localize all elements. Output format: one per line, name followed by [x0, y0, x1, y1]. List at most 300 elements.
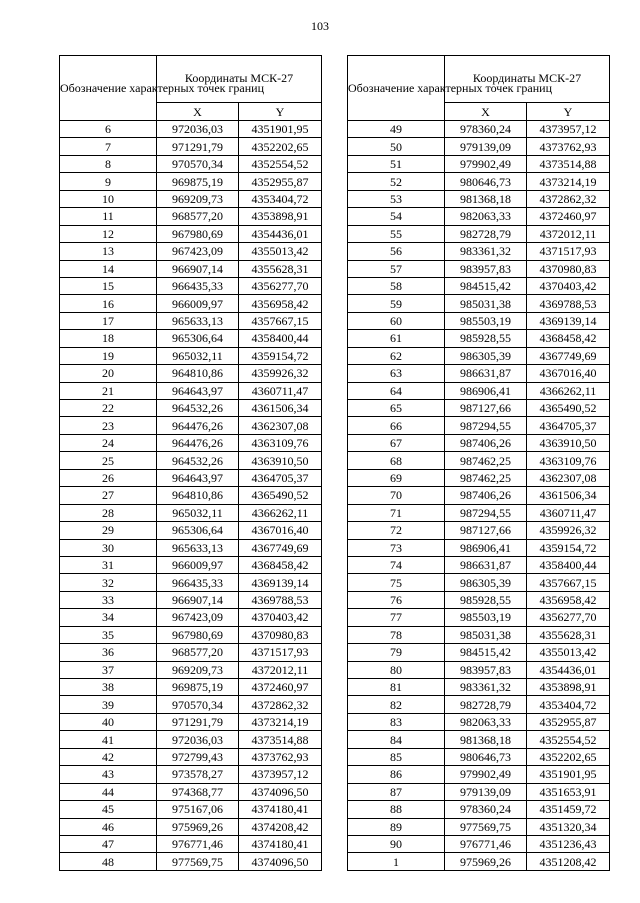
y-coordinate-cell: 4358400,44 [239, 330, 322, 347]
point-number-cell: 58 [348, 277, 445, 294]
x-coordinate-cell: 975969,26 [157, 818, 239, 835]
x-coordinate-cell: 979139,09 [445, 783, 527, 800]
y-coordinate-cell: 4373957,12 [527, 121, 610, 138]
x-coordinate-cell: 986631,87 [445, 365, 527, 382]
table-row [60, 574, 322, 591]
y-coordinate-cell: 4359154,72 [527, 539, 610, 556]
y-coordinate-cell: 4373514,88 [239, 731, 322, 748]
point-number-cell: 73 [348, 539, 445, 556]
y-coordinate-cell: 4374096,50 [239, 853, 322, 870]
y-coordinate-cell: 4355628,31 [527, 626, 610, 643]
point-number-cell: 15 [60, 277, 157, 294]
point-number-cell: 69 [348, 469, 445, 486]
point-number-cell: 42 [60, 748, 157, 765]
table-row [60, 312, 322, 329]
table-row [348, 591, 610, 608]
y-coordinate-cell: 4371517,93 [239, 644, 322, 661]
point-number-cell: 1 [348, 853, 445, 870]
y-coordinate-cell: 4351901,95 [527, 766, 610, 783]
x-coordinate-cell: 969875,19 [157, 679, 239, 696]
point-number-cell: 66 [348, 417, 445, 434]
y-coordinate-cell: 4360711,47 [527, 504, 610, 521]
table-row [348, 138, 610, 155]
point-number-cell: 33 [60, 591, 157, 608]
point-number-cell: 38 [60, 679, 157, 696]
x-coordinate-cell: 972799,43 [157, 748, 239, 765]
y-coordinate-cell: 4363109,76 [239, 434, 322, 451]
y-coordinate-cell: 4351459,72 [527, 801, 610, 818]
y-coordinate-cell: 4373762,93 [527, 138, 610, 155]
y-coordinate-cell: 4353404,72 [239, 190, 322, 207]
y-coordinate-cell: 4354436,01 [239, 225, 322, 242]
table-row [60, 330, 322, 347]
x-coordinate-cell: 978360,24 [445, 801, 527, 818]
table-row [348, 173, 610, 190]
point-number-cell: 90 [348, 835, 445, 852]
table-row [348, 713, 610, 730]
point-number-cell: 61 [348, 330, 445, 347]
x-coordinate-cell: 987406,26 [445, 487, 527, 504]
table-row [348, 487, 610, 504]
table-row [60, 696, 322, 713]
y-coordinate-cell: 4369788,53 [527, 295, 610, 312]
y-coordinate-cell: 4373957,12 [239, 766, 322, 783]
x-coordinate-cell: 964643,97 [157, 469, 239, 486]
point-number-cell: 59 [348, 295, 445, 312]
point-number-cell: 70 [348, 487, 445, 504]
x-coordinate-cell: 982728,79 [445, 225, 527, 242]
table-row [348, 260, 610, 277]
x-coordinate-cell: 965032,11 [157, 347, 239, 364]
table-row [60, 748, 322, 765]
x-coordinate-cell: 976771,46 [445, 835, 527, 852]
y-coordinate-cell: 4355628,31 [239, 260, 322, 277]
point-number-cell: 28 [60, 504, 157, 521]
point-number-cell: 76 [348, 591, 445, 608]
y-coordinate-cell: 4356277,70 [527, 609, 610, 626]
x-coordinate-cell: 987294,55 [445, 417, 527, 434]
table-row [348, 155, 610, 172]
y-coordinate-cell: 4366262,11 [527, 382, 610, 399]
point-number-cell: 62 [348, 347, 445, 364]
table-row [348, 365, 610, 382]
table-row [60, 452, 322, 469]
point-number-cell: 49 [348, 121, 445, 138]
point-number-cell: 18 [60, 330, 157, 347]
y-coordinate-cell: 4373762,93 [239, 748, 322, 765]
y-coordinate-cell: 4367749,69 [239, 539, 322, 556]
y-coordinate-cell: 4352554,52 [527, 731, 610, 748]
table-row [60, 766, 322, 783]
point-number-cell: 56 [348, 243, 445, 260]
x-coordinate-cell: 971291,79 [157, 713, 239, 730]
x-coordinate-cell: 964643,97 [157, 382, 239, 399]
y-coordinate-cell: 4351653,91 [527, 783, 610, 800]
y-coordinate-cell: 4374208,42 [239, 818, 322, 835]
point-number-cell: 31 [60, 556, 157, 573]
coordinates-header: Координаты МСК-27 [157, 56, 322, 103]
x-coordinate-cell: 985503,19 [445, 609, 527, 626]
y-coordinate-cell: 4356958,42 [527, 591, 610, 608]
table-row [348, 417, 610, 434]
point-number-cell: 81 [348, 679, 445, 696]
y-coordinate-cell: 4367749,69 [527, 347, 610, 364]
point-number-cell: 86 [348, 766, 445, 783]
x-coordinate-cell: 972036,03 [157, 731, 239, 748]
x-coordinate-cell: 964476,26 [157, 434, 239, 451]
x-coordinate-cell: 987406,26 [445, 434, 527, 451]
point-number-cell: 89 [348, 818, 445, 835]
table-row [60, 121, 322, 138]
designation-header: Обозначение характерных точек границ [60, 56, 157, 121]
point-number-cell: 60 [348, 312, 445, 329]
y-coordinate-cell: 4356958,42 [239, 295, 322, 312]
x-coordinate-cell: 965633,13 [157, 539, 239, 556]
point-number-cell: 83 [348, 713, 445, 730]
y-coordinate-cell: 4374096,50 [239, 783, 322, 800]
x-coordinate-cell: 986906,41 [445, 539, 527, 556]
table-row [60, 469, 322, 486]
table-row [60, 365, 322, 382]
table-row [60, 801, 322, 818]
y-coordinate-cell: 4353404,72 [527, 696, 610, 713]
table-row [60, 853, 322, 870]
x-coordinate-cell: 975969,26 [445, 853, 527, 870]
point-number-cell: 35 [60, 626, 157, 643]
table-row [348, 225, 610, 242]
y-coordinate-cell: 4355013,42 [527, 644, 610, 661]
point-number-cell: 11 [60, 208, 157, 225]
y-coordinate-cell: 4363910,50 [527, 434, 610, 451]
point-number-cell: 25 [60, 452, 157, 469]
y-coordinate-cell: 4351320,34 [527, 818, 610, 835]
x-coordinate-cell: 982063,33 [445, 713, 527, 730]
y-coordinate-cell: 4367016,40 [527, 365, 610, 382]
point-number-cell: 13 [60, 243, 157, 260]
point-number-cell: 52 [348, 173, 445, 190]
x-coordinate-cell: 982728,79 [445, 696, 527, 713]
table-row [348, 190, 610, 207]
y-coordinate-cell: 4359154,72 [239, 347, 322, 364]
y-coordinate-cell: 4374180,41 [239, 835, 322, 852]
x-coordinate-cell: 964532,26 [157, 400, 239, 417]
point-number-cell: 22 [60, 400, 157, 417]
x-coordinate-cell: 965032,11 [157, 504, 239, 521]
table-row [348, 626, 610, 643]
table-row [348, 243, 610, 260]
point-number-cell: 44 [60, 783, 157, 800]
x-coordinate-cell: 985031,38 [445, 295, 527, 312]
x-coordinate-cell: 973578,27 [157, 766, 239, 783]
y-coordinate-cell: 4370980,83 [239, 626, 322, 643]
point-number-cell: 88 [348, 801, 445, 818]
point-number-cell: 45 [60, 801, 157, 818]
point-number-cell: 84 [348, 731, 445, 748]
table-row [348, 469, 610, 486]
point-number-cell: 27 [60, 487, 157, 504]
x-coordinate-cell: 977569,75 [445, 818, 527, 835]
table-row [348, 731, 610, 748]
y-coordinate-cell: 4352202,65 [239, 138, 322, 155]
table-row [60, 138, 322, 155]
x-coordinate-cell: 983361,32 [445, 243, 527, 260]
y-coordinate-cell: 4372460,97 [239, 679, 322, 696]
table-row [348, 504, 610, 521]
table-row [348, 644, 610, 661]
table-row [60, 609, 322, 626]
point-number-cell: 12 [60, 225, 157, 242]
y-coordinate-cell: 4353898,91 [239, 208, 322, 225]
y-coordinate-cell: 4353898,91 [527, 679, 610, 696]
x-coordinate-cell: 969875,19 [157, 173, 239, 190]
table-row [60, 522, 322, 539]
y-header: Y [527, 103, 610, 121]
x-coordinate-cell: 967423,09 [157, 243, 239, 260]
point-number-cell: 40 [60, 713, 157, 730]
x-coordinate-cell: 975167,06 [157, 801, 239, 818]
y-coordinate-cell: 4372862,32 [527, 190, 610, 207]
y-coordinate-cell: 4357667,15 [527, 574, 610, 591]
point-number-cell: 26 [60, 469, 157, 486]
point-number-cell: 34 [60, 609, 157, 626]
x-coordinate-cell: 964810,86 [157, 487, 239, 504]
point-number-cell: 78 [348, 626, 445, 643]
point-number-cell: 6 [60, 121, 157, 138]
point-number-cell: 68 [348, 452, 445, 469]
x-coordinate-cell: 982063,33 [445, 208, 527, 225]
y-coordinate-cell: 4355013,42 [239, 243, 322, 260]
y-coordinate-cell: 4372862,32 [239, 696, 322, 713]
table-row [60, 260, 322, 277]
y-coordinate-cell: 4362307,08 [527, 469, 610, 486]
point-number-cell: 53 [348, 190, 445, 207]
y-coordinate-cell: 4370403,42 [527, 277, 610, 294]
y-coordinate-cell: 4373214,19 [527, 173, 610, 190]
table-row [60, 295, 322, 312]
point-number-cell: 14 [60, 260, 157, 277]
y-coordinate-cell: 4351236,43 [527, 835, 610, 852]
x-coordinate-cell: 967980,69 [157, 626, 239, 643]
x-coordinate-cell: 970570,34 [157, 155, 239, 172]
y-coordinate-cell: 4374180,41 [239, 801, 322, 818]
point-number-cell: 47 [60, 835, 157, 852]
y-coordinate-cell: 4352202,65 [527, 748, 610, 765]
point-number-cell: 65 [348, 400, 445, 417]
left-table-body [60, 121, 322, 871]
y-coordinate-cell: 4368458,42 [239, 556, 322, 573]
x-coordinate-cell: 966009,97 [157, 295, 239, 312]
x-coordinate-cell: 967980,69 [157, 225, 239, 242]
point-number-cell: 23 [60, 417, 157, 434]
table-row [348, 539, 610, 556]
x-coordinate-cell: 985503,19 [445, 312, 527, 329]
table-row [348, 312, 610, 329]
x-coordinate-cell: 966435,33 [157, 277, 239, 294]
y-coordinate-cell: 4359926,32 [527, 522, 610, 539]
x-coordinate-cell: 981368,18 [445, 731, 527, 748]
y-coordinate-cell: 4360711,47 [239, 382, 322, 399]
table-row [60, 225, 322, 242]
point-number-cell: 32 [60, 574, 157, 591]
table-row [348, 835, 610, 852]
x-coordinate-cell: 987127,66 [445, 400, 527, 417]
table-row [60, 155, 322, 172]
y-coordinate-cell: 4370403,42 [239, 609, 322, 626]
point-number-cell: 80 [348, 661, 445, 678]
point-number-cell: 63 [348, 365, 445, 382]
table-row [348, 661, 610, 678]
table-row [348, 748, 610, 765]
table-row [348, 382, 610, 399]
x-coordinate-cell: 987294,55 [445, 504, 527, 521]
x-coordinate-cell: 983361,32 [445, 679, 527, 696]
table-row [60, 243, 322, 260]
y-coordinate-cell: 4362307,08 [239, 417, 322, 434]
table-row [348, 574, 610, 591]
x-coordinate-cell: 979902,49 [445, 766, 527, 783]
point-number-cell: 36 [60, 644, 157, 661]
y-coordinate-cell: 4357667,15 [239, 312, 322, 329]
x-coordinate-cell: 966009,97 [157, 556, 239, 573]
point-number-cell: 82 [348, 696, 445, 713]
table-row [348, 295, 610, 312]
x-coordinate-cell: 966907,14 [157, 260, 239, 277]
x-header: X [445, 103, 527, 121]
table-row [60, 208, 322, 225]
table-row [60, 731, 322, 748]
coordinates-table-right [347, 55, 610, 871]
y-coordinate-cell: 4356277,70 [239, 277, 322, 294]
table-row [60, 417, 322, 434]
table-row [348, 696, 610, 713]
table-row [348, 818, 610, 835]
point-number-cell: 37 [60, 661, 157, 678]
x-coordinate-cell: 985928,55 [445, 591, 527, 608]
table-row [60, 173, 322, 190]
x-coordinate-cell: 968577,20 [157, 644, 239, 661]
point-number-cell: 57 [348, 260, 445, 277]
x-coordinate-cell: 986631,87 [445, 556, 527, 573]
point-number-cell: 85 [348, 748, 445, 765]
point-number-cell: 17 [60, 312, 157, 329]
x-coordinate-cell: 986906,41 [445, 382, 527, 399]
y-coordinate-cell: 4359926,32 [239, 365, 322, 382]
x-coordinate-cell: 966435,33 [157, 574, 239, 591]
x-header: X [157, 103, 239, 121]
point-number-cell: 50 [348, 138, 445, 155]
table-row [60, 661, 322, 678]
table-row [60, 591, 322, 608]
point-number-cell: 29 [60, 522, 157, 539]
x-coordinate-cell: 969209,73 [157, 190, 239, 207]
y-coordinate-cell: 4363109,76 [527, 452, 610, 469]
point-number-cell: 72 [348, 522, 445, 539]
x-coordinate-cell: 978360,24 [445, 121, 527, 138]
table-row [60, 347, 322, 364]
x-coordinate-cell: 985928,55 [445, 330, 527, 347]
x-coordinate-cell: 967423,09 [157, 609, 239, 626]
x-coordinate-cell: 983957,83 [445, 260, 527, 277]
y-coordinate-cell: 4358400,44 [527, 556, 610, 573]
point-number-cell: 46 [60, 818, 157, 835]
point-number-cell: 24 [60, 434, 157, 451]
x-coordinate-cell: 987127,66 [445, 522, 527, 539]
y-coordinate-cell: 4368458,42 [527, 330, 610, 347]
y-coordinate-cell: 4352554,52 [239, 155, 322, 172]
point-number-cell: 39 [60, 696, 157, 713]
point-number-cell: 48 [60, 853, 157, 870]
y-coordinate-cell: 4372012,11 [527, 225, 610, 242]
y-coordinate-cell: 4352955,87 [527, 713, 610, 730]
y-coordinate-cell: 4371517,93 [527, 243, 610, 260]
point-number-cell: 71 [348, 504, 445, 521]
point-number-cell: 43 [60, 766, 157, 783]
x-coordinate-cell: 983957,83 [445, 661, 527, 678]
designation-header: Обозначение характерных точек границ [348, 56, 445, 121]
page-number: 103 [311, 19, 329, 33]
table-row [348, 434, 610, 451]
table-row [348, 330, 610, 347]
table-row [348, 121, 610, 138]
x-coordinate-cell: 979902,49 [445, 155, 527, 172]
point-number-cell: 55 [348, 225, 445, 242]
y-coordinate-cell: 4366262,11 [239, 504, 322, 521]
x-coordinate-cell: 987462,25 [445, 452, 527, 469]
coordinates-table-left [59, 55, 322, 871]
table-row [348, 609, 610, 626]
table-row [60, 487, 322, 504]
table-row [348, 853, 610, 870]
point-number-cell: 51 [348, 155, 445, 172]
point-number-cell: 8 [60, 155, 157, 172]
x-coordinate-cell: 984515,42 [445, 644, 527, 661]
point-number-cell: 75 [348, 574, 445, 591]
table-row [60, 644, 322, 661]
table-row [348, 208, 610, 225]
point-number-cell: 41 [60, 731, 157, 748]
table-row [348, 347, 610, 364]
point-number-cell: 64 [348, 382, 445, 399]
point-number-cell: 21 [60, 382, 157, 399]
y-coordinate-cell: 4373514,88 [527, 155, 610, 172]
point-number-cell: 79 [348, 644, 445, 661]
x-coordinate-cell: 968577,20 [157, 208, 239, 225]
table-row [60, 190, 322, 207]
y-coordinate-cell: 4365490,52 [527, 400, 610, 417]
table-row [60, 277, 322, 294]
right-table-body [348, 121, 610, 871]
y-coordinate-cell: 4369139,14 [239, 574, 322, 591]
x-coordinate-cell: 971291,79 [157, 138, 239, 155]
y-coordinate-cell: 4369139,14 [527, 312, 610, 329]
y-coordinate-cell: 4370980,83 [527, 260, 610, 277]
table-row [348, 522, 610, 539]
x-coordinate-cell: 965306,64 [157, 330, 239, 347]
y-header: Y [239, 103, 322, 121]
point-number-cell: 7 [60, 138, 157, 155]
x-coordinate-cell: 964532,26 [157, 452, 239, 469]
table-row [348, 556, 610, 573]
x-coordinate-cell: 987462,25 [445, 469, 527, 486]
y-coordinate-cell: 4365490,52 [239, 487, 322, 504]
point-number-cell: 10 [60, 190, 157, 207]
y-coordinate-cell: 4367016,40 [239, 522, 322, 539]
x-coordinate-cell: 984515,42 [445, 277, 527, 294]
table-row [348, 679, 610, 696]
x-coordinate-cell: 980646,73 [445, 748, 527, 765]
point-number-cell: 16 [60, 295, 157, 312]
y-coordinate-cell: 4369788,53 [239, 591, 322, 608]
